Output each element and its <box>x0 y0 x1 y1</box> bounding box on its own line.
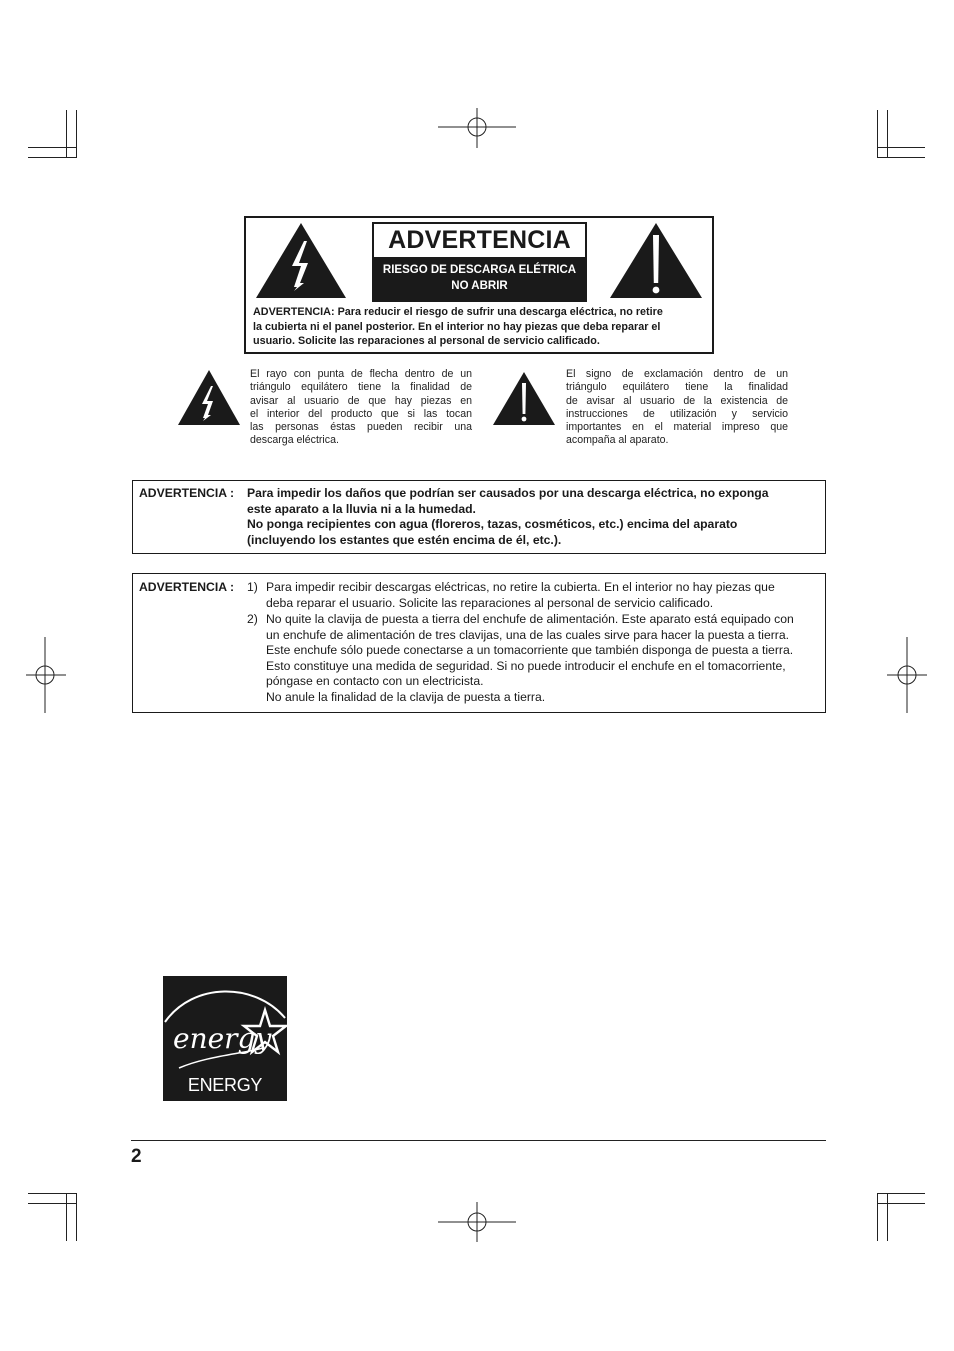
warning-subtitle-band <box>374 257 585 300</box>
desc-line: El signo de exclamación dentro de un <box>566 368 788 380</box>
item-line: póngase en contacto con un electricista. <box>266 674 484 689</box>
desc-line: de avisar al usuario de la existencia de <box>566 394 788 407</box>
item-number: 2) <box>247 612 258 626</box>
warning-shock-label: ADVERTENCIA : <box>139 580 235 594</box>
warning-box-line: la cubierta ni el panel posterior. En el interior no hay piezas que deba reparar el <box>253 320 661 333</box>
registration-mark-right <box>887 637 927 713</box>
desc-line: El rayo con punta de flecha dentro de un <box>250 368 472 380</box>
desc-line: el interior del producto que si las tocan <box>250 407 472 420</box>
item-line: No quite la clavija de puesta a tierra del enchufe de alimentación. Este aparato está equipado con <box>266 612 794 626</box>
lightning-triangle-icon <box>254 221 348 299</box>
warning-rain-line: este aparato a la lluvia ni a la humedad. <box>247 501 476 516</box>
energy-star-icon <box>163 976 287 1070</box>
item-number: 1) <box>247 580 258 594</box>
exclamation-triangle-icon <box>608 221 704 299</box>
item-line: un enchufe de alimentación de tres clavijas, una de las cuales sirve para hacer la puesta a tierra. <box>266 627 790 642</box>
warning-rain-label: ADVERTENCIA : <box>139 486 235 500</box>
footer-rule <box>131 1140 826 1141</box>
registration-mark-top <box>438 108 516 148</box>
item-line: No anule la finalidad de la clavija de puesta a tierra. <box>266 689 546 704</box>
warning-item-2 <box>247 612 822 708</box>
desc-line: instrucciones de utilización y servicio <box>566 407 788 420</box>
energy-script-text: energy <box>173 1022 272 1055</box>
desc-line: triángulo equilátero tiene la finalidad de <box>250 381 472 394</box>
desc-line: importantes en el material impreso que <box>566 421 788 434</box>
warning-title-box <box>372 222 587 302</box>
registration-mark-bottom <box>438 1202 516 1242</box>
warning-rain-line: No ponga recipientes con agua (floreros, tazas, cosméticos, etc.) encima del aparato <box>247 517 738 532</box>
desc-line: las personas éstas pueden recibir una <box>250 421 472 434</box>
warning-rain-line: Para impedir los daños que podrían ser causados por una descarga eléctrica, no exponga <box>247 486 769 500</box>
warning-subtitle-line2: NO ABRIR <box>451 280 508 292</box>
warning-item-1 <box>247 580 822 612</box>
desc-line: acompaña al aparato. <box>566 434 669 447</box>
warning-box-line: usuario. Solicite las reparaciones al personal de servicio calificado. <box>253 335 600 347</box>
lightning-description <box>250 368 472 448</box>
energy-star-label: ENERGY STAR <box>187 1075 263 1126</box>
lightning-symbol-icon <box>176 368 242 426</box>
warning-rain-line: (incluyendo los estantes que estén encima de él, etc.). <box>247 532 562 547</box>
item-text <box>266 612 794 706</box>
warning-box-text <box>253 305 705 349</box>
item-line: Para impedir recibir descargas eléctricas, no retire la cubierta. En el interior no hay piezas que <box>266 580 775 594</box>
registration-mark-left <box>26 637 66 713</box>
warning-rain-text <box>247 486 819 548</box>
warning-box-line: ADVERTENCIA: Para reducir el riesgo de sufrir una descarga eléctrica, no retire <box>253 306 663 318</box>
item-text <box>266 580 775 611</box>
page-number: 2 <box>131 1146 142 1167</box>
warning-title: ADVERTENCIA <box>388 226 571 254</box>
exclamation-description <box>566 368 788 448</box>
energy-star-logo <box>163 976 287 1126</box>
desc-line: triángulo equilátero tiene la finalidad <box>566 381 788 394</box>
item-line: Este enchufe sólo puede conectarse a un tomacorriente que también disponga de puesta a tierra. <box>266 643 794 658</box>
desc-line: descarga eléctrica. <box>250 434 339 447</box>
item-line: Esto constituye una medida de seguridad. Si no puede introducir el enchufe en el tomacorriente, <box>266 658 786 673</box>
item-line: deba reparar el usuario. Solicite las reparaciones al personal de servicio calificado. <box>266 595 714 610</box>
exclamation-symbol-icon <box>491 370 557 426</box>
warning-subtitle-line1: RIESGO DE DESCARGA ELÉTRICA <box>382 264 577 276</box>
desc-line: avisar al usuario de que hay piezas en <box>250 394 472 407</box>
